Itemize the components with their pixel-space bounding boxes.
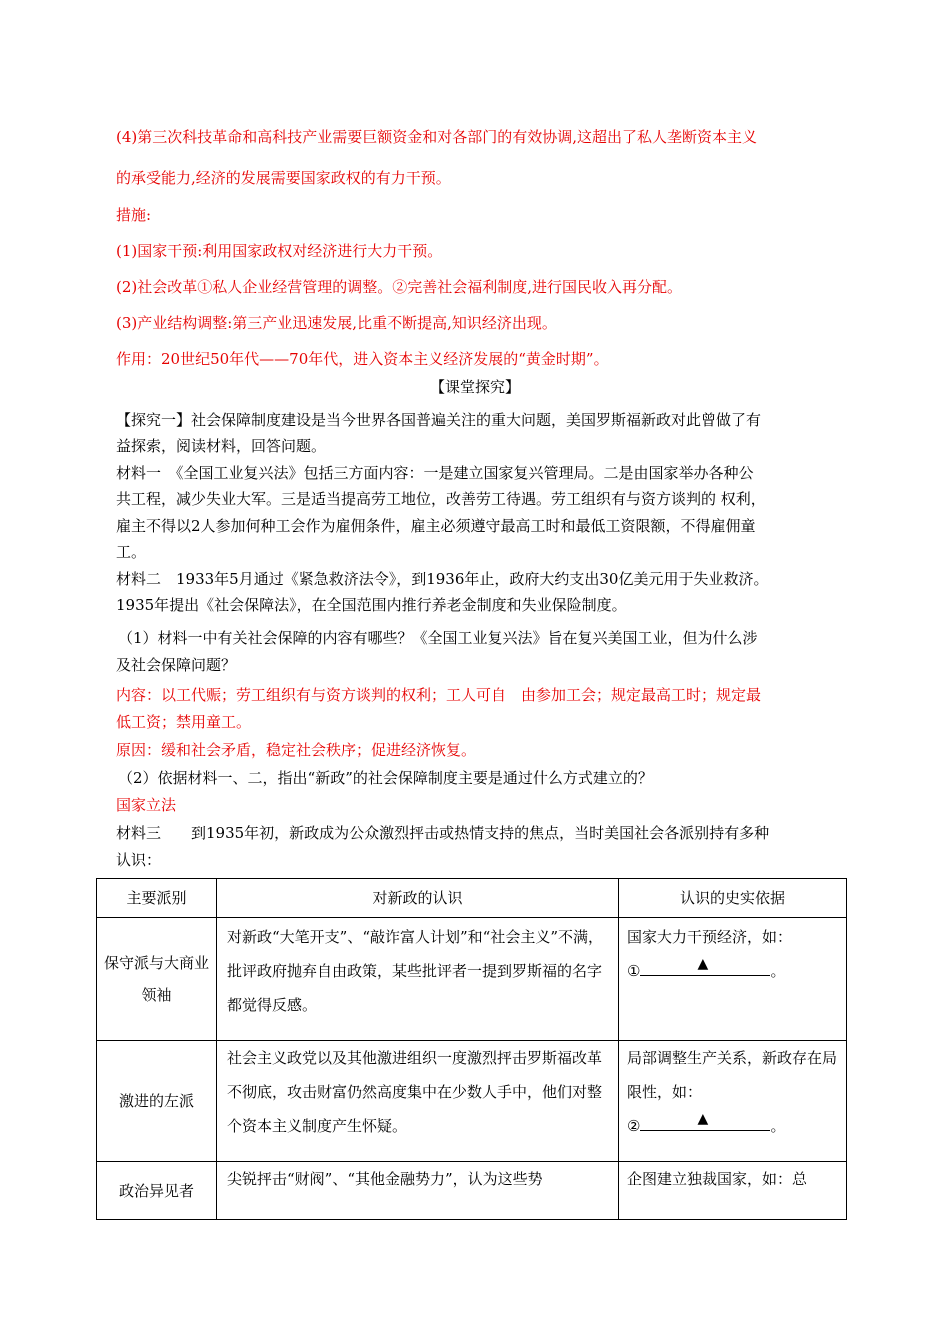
triangle-marker-icon: ▲ (697, 956, 709, 972)
table-row (97, 1041, 847, 1162)
faction-cell (97, 1162, 217, 1220)
answer-blank-1[interactable]: ① ▲ 。 (627, 956, 786, 980)
answer-point-4-line2: 的承受能力,经济的发展需要国家政权的有力干预。 (116, 169, 451, 187)
material-3-line2: 认识： (116, 851, 162, 869)
measure-3: (3)产业结构调整:第三产业迅速发展,比重不断提高,知识经济出现。 (116, 314, 557, 332)
basis-text: 局部调整生产关系，新政存在局限性，如： (627, 1049, 838, 1101)
explore-intro-line1: 【探究一】社会保障制度建设是当今世界各国普遍关注的重大问题，美国罗斯福新政对此曾做了有 (116, 411, 762, 429)
section-title: 【课堂探究】 (429, 378, 520, 396)
header-basis: 认识的史实依据 (619, 879, 847, 918)
measures-label: 措施: (116, 206, 152, 224)
table-row (97, 1162, 847, 1220)
material-2-line1: 材料二 1933年5月通过《紧急救济法令》，到1936年止，政府大约支出30亿美元用于失业救济。 (116, 570, 769, 588)
measure-2: (2)社会改革①私人企业经营管理的调整。②完善社会福利制度,进行国民收入再分配。 (116, 278, 683, 296)
view-cell (217, 1041, 619, 1162)
fill-in-blank[interactable] (640, 1112, 770, 1131)
faction-name: 保守派与大商业领袖 (103, 954, 209, 1004)
answer-1-line3: 原因：缓和社会矛盾，稳定社会秩序；促进经济恢复。 (116, 741, 477, 759)
basis-cell (619, 1041, 847, 1162)
view-text: 尖锐抨击“财阀”、“其他金融势力”，认为这些势 (227, 1170, 543, 1188)
faction-cell (97, 1041, 217, 1162)
material-1-line3: 雇主不得以2人参加何种工会作为雇佣条件，雇主必须遵守最高工时和最低工资限额，不得雇佣童 (116, 517, 756, 535)
basis-text: 企图建立独裁国家，如：总 (627, 1170, 808, 1188)
faction-name: 激进的左派 (118, 1092, 194, 1110)
table-row (97, 918, 847, 1041)
answer-blank-2[interactable]: ② ▲ 。 (627, 1111, 786, 1135)
view-text: 社会主义政党以及其他激进组织一度激烈抨击罗斯福改革不彻底，攻击财富仍然高度集中在少数人手中，他们对整个资本主义制度产生怀疑。 (227, 1049, 603, 1135)
question-2: （2）依据材料一、二，指出“新政”的社会保障制度主要是通过什么方式建立的？ (118, 769, 653, 787)
material-1-line2: 共工程，减少失业大军。三是适当提高劳工地位，改善劳工待遇。劳工组织有与资方谈判的 权利， (116, 490, 766, 508)
fill-in-blank[interactable] (640, 957, 770, 976)
material-3-line1: 材料三 到1935年初，新政成为公众激烈抨击或热情支持的焦点，当时美国社会各派别持有多种 (116, 824, 770, 842)
basis-cell (619, 1162, 847, 1220)
view-cell (217, 918, 619, 1041)
faction-cell (97, 918, 217, 1041)
question-1-line2: 及社会保障问题？ (116, 656, 237, 674)
triangle-marker-icon: ▲ (697, 1111, 709, 1127)
material-1-line1: 材料一 《全国工业复兴法》包括三方面内容：一是建立国家复兴管理局。二是由国家举办各种公 (116, 464, 754, 482)
answer-point-4-line1: (4)第三次科技革命和高科技产业需要巨额资金和对各部门的有效协调,这超出了私人垄断资本主义 (116, 128, 758, 146)
header-faction: 主要派别 (97, 879, 217, 918)
question-1-line1: （1）材料一中有关社会保障的内容有哪些？《全国工业复兴法》旨在复兴美国工业，但为什么涉 (118, 629, 758, 647)
material-1-line4: 工。 (116, 543, 147, 561)
answer-1-line2: 低工资；禁用童工。 (116, 713, 252, 731)
table-header-row (97, 879, 847, 918)
faction-name: 政治异见者 (118, 1181, 194, 1200)
basis-text: 国家大力干预经济，如： (627, 928, 793, 946)
basis-cell (619, 918, 847, 1041)
answer-1-line1: 内容：以工代赈；劳工组织有与资方谈判的权利；工人可自 由参加工会；规定最高工时；规定最 (116, 686, 762, 704)
material-2-line2: 1935年提出《社会保障法》，在全国范围内推行养老金制度和失业保险制度。 (116, 596, 627, 614)
answer-2: 国家立法 (116, 796, 177, 814)
explore-intro-line2: 益探索，阅读材料，回答问题。 (116, 437, 327, 455)
measure-1: (1)国家干预:利用国家政权对经济进行大力干预。 (116, 242, 443, 260)
header-view: 对新政的认识 (217, 879, 619, 918)
view-cell (217, 1162, 619, 1220)
view-text: 对新政“大笔开支”、“敲诈富人计划”和“社会主义”不满，批评政府抛弃自由政策，某些批评者一提到罗斯福的名字都觉得反感。 (227, 928, 604, 1014)
faction-table (96, 878, 847, 1220)
effect-line: 作用：20世纪50年代——70年代，进入资本主义经济发展的“黄金时期”。 (116, 350, 609, 368)
